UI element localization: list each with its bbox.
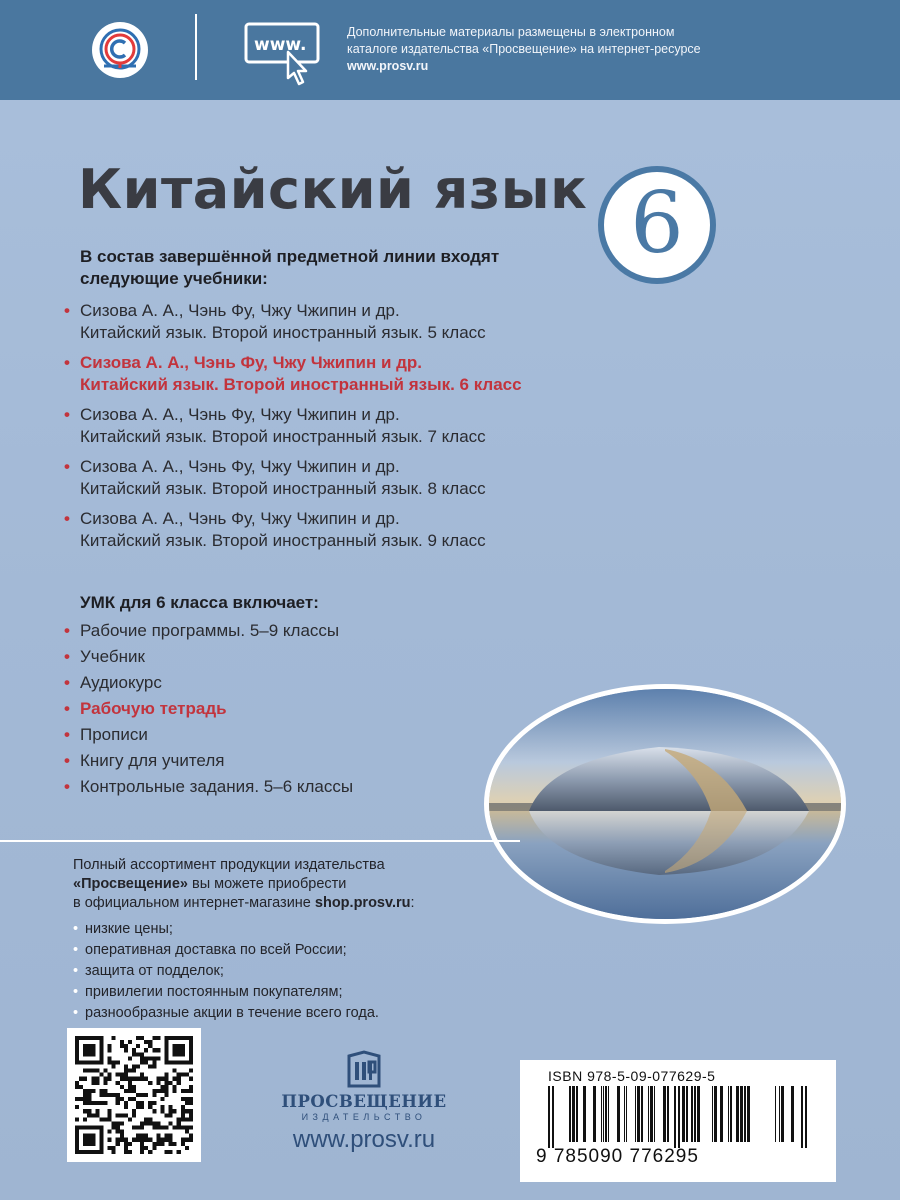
shop-benefits-list [73, 919, 513, 1024]
publisher-logo [274, 1050, 454, 1122]
header-url-link[interactable]: www.prosv.ru [347, 59, 429, 73]
header-note-line2: каталоге издательства «Просвещение» на интернет-ресурсе [347, 42, 701, 56]
svg-text:www.: www. [254, 35, 307, 55]
online-materials-note [347, 24, 787, 75]
shop-line3-suffix: : [410, 895, 415, 911]
publisher-emblem-icon [345, 1050, 383, 1088]
series-heading [80, 246, 499, 290]
textbook-item-grade6 [64, 352, 664, 396]
umk-item: • Прописи [64, 722, 484, 748]
book-title: Китайский язык [78, 158, 588, 221]
shop-benefit-item: • разнообразные акции в течение всего года. [73, 1003, 513, 1024]
header-band [0, 0, 900, 100]
textbook-authors: • Сизова А. А., Чэнь Фу, Чжу Чжипин и др. [80, 457, 400, 476]
shop-benefit-item: • защита от подделок; [73, 961, 513, 982]
textbook-title: Китайский язык. Второй иностранный язык. 5 класс [80, 323, 486, 342]
publisher-name: ПРОСВЕЩЕНИЕ [281, 1092, 447, 1111]
series-heading-line2: следующие учебники: [80, 269, 268, 288]
header-note-line1: Дополнительные материалы размещены в электронном [347, 25, 675, 39]
textbook-authors: • Сизова А. А., Чэнь Фу, Чжу Чжипин и др. [80, 301, 400, 320]
section-divider [0, 840, 520, 842]
textbook-item-grade5 [64, 300, 664, 344]
barcode [544, 1086, 812, 1148]
theater-photo [484, 684, 846, 924]
header-divider [195, 14, 197, 80]
www-cursor-icon [244, 22, 330, 88]
textbook-authors: • Сизова А. А., Чэнь Фу, Чжу Чжипин и др. [80, 353, 423, 372]
shop-url-link[interactable]: shop.prosv.ru [314, 895, 411, 911]
textbook-item-grade7 [64, 404, 664, 448]
textbook-authors: • Сизова А. А., Чэнь Фу, Чжу Чжипин и др. [80, 509, 400, 528]
textbook-title: Китайский язык. Второй иностранный язык. 9 класс [80, 531, 486, 550]
grade-number: 6 [630, 174, 684, 272]
publisher-url-link[interactable]: www.prosv.ru [292, 1126, 436, 1153]
textbook-item-grade9 [64, 508, 664, 552]
shop-line3: в официальном интернет-магазине [73, 895, 315, 911]
shop-benefit-item: • привилегии постоянным покупателям; [73, 982, 513, 1003]
series-heading-line1: В состав завершённой предметной линии входят [80, 247, 500, 266]
publisher-subtitle: ИЗДАТЕЛЬСТВО [301, 1112, 427, 1122]
textbook-item-grade8 [64, 456, 664, 500]
shop-benefit-item: • оперативная доставка по всей России; [73, 940, 513, 961]
textbook-authors: • Сизова А. А., Чэнь Фу, Чжу Чжипин и др. [80, 405, 400, 424]
isbn-barcode-box [520, 1060, 836, 1182]
umk-item: • Аудиокурс [64, 670, 484, 696]
grade-badge [598, 166, 716, 284]
isbn-digits: 9 785090 776295 [536, 1146, 699, 1167]
shop-line1: Полный ассортимент продукции издательства [73, 857, 385, 873]
umk-item: • Рабочие программы. 5–9 классы [64, 618, 484, 644]
publisher-logo-icon [92, 22, 148, 78]
shop-info [73, 856, 513, 1024]
qr-code[interactable] [67, 1028, 201, 1162]
publisher-name-bold: «Просвещение» [73, 876, 188, 892]
shop-benefit-item: • низкие цены; [73, 919, 513, 940]
textbook-title: Китайский язык. Второй иностранный язык. 8 класс [80, 479, 486, 498]
umk-list [64, 618, 484, 800]
umk-heading: УМК для 6 класса включает: [80, 593, 319, 612]
textbook-title: Китайский язык. Второй иностранный язык. 7 класс [80, 427, 486, 446]
shop-line2: вы можете приобрести [187, 876, 347, 892]
umk-item: • Учебник [64, 644, 484, 670]
umk-item: • Контрольные задания. 5–6 классы [64, 774, 484, 800]
textbook-list [64, 300, 664, 560]
umk-item: • Книгу для учителя [64, 748, 484, 774]
isbn-label: ISBN 978-5-09-077629-5 [548, 1068, 716, 1084]
umk-item-highlighted: • Рабочую тетрадь [64, 696, 484, 722]
textbook-title: Китайский язык. Второй иностранный язык. 6 класс [80, 375, 522, 394]
